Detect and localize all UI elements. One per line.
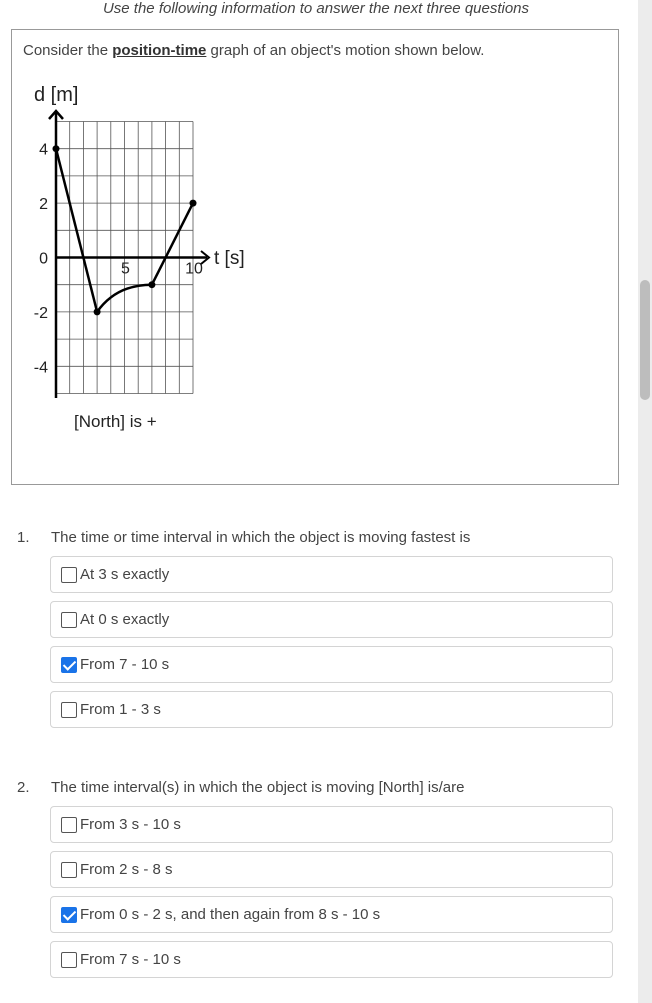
q2-option-2-label: From 2 s - 8 s	[80, 861, 173, 878]
y-tick-label: -4	[33, 359, 48, 377]
q2-option-4[interactable]	[50, 941, 613, 978]
q1-option-4-label: From 1 - 3 s	[80, 701, 161, 718]
q2-option-1[interactable]	[50, 806, 613, 843]
question-1-number: 1.	[17, 529, 30, 546]
q2-option-3-label: From 0 s - 2 s, and then again from 8 s - 10 s	[80, 906, 381, 923]
q2-option-3[interactable]	[50, 896, 613, 933]
q2-option-2-checkbox[interactable]	[61, 862, 77, 878]
y-axis-label: d [m]	[34, 84, 79, 106]
axes	[49, 111, 209, 398]
q1-option-1-label: At 3 s exactly	[80, 566, 170, 583]
q2-option-4-checkbox[interactable]	[61, 952, 77, 968]
direction-annotation: [North] is +	[74, 412, 157, 431]
question-1-text: The time or time interval in which the object is moving fastest is	[51, 529, 471, 546]
x-tick-label: 5	[121, 260, 130, 278]
q1-option-2-checkbox[interactable]	[61, 612, 77, 628]
q1-option-2-label: At 0 s exactly	[80, 611, 170, 628]
q1-option-2[interactable]	[50, 601, 613, 638]
instruction-text: Use the following information to answer the next three questions	[102, 0, 530, 17]
data-point	[190, 200, 197, 207]
q1-option-1-checkbox[interactable]	[61, 567, 77, 583]
y-tick-label: 0	[39, 250, 48, 268]
y-tick-label: 2	[39, 196, 48, 214]
tick-labels	[34, 142, 203, 377]
scrollbar-thumb[interactable]	[640, 280, 650, 400]
info-prefix: Consider the	[23, 42, 113, 59]
position-time-graph	[12, 30, 617, 482]
data-point	[53, 145, 60, 152]
q1-option-3-checkbox[interactable]	[61, 657, 77, 673]
q2-option-2[interactable]	[50, 851, 613, 888]
q1-option-4-checkbox[interactable]	[61, 702, 77, 718]
x-axis-label: t [s]	[214, 248, 245, 269]
x-tick-label: 10	[185, 260, 203, 278]
data-point	[148, 281, 155, 288]
q2-option-4-label: From 7 s - 10 s	[80, 951, 181, 968]
info-keyword: position-time	[112, 42, 207, 59]
question-2-text: The time interval(s) in which the object is moving [North] is/are	[51, 779, 465, 796]
q2-option-1-checkbox[interactable]	[61, 817, 77, 833]
scrollbar[interactable]	[638, 0, 652, 1003]
info-panel	[11, 29, 619, 485]
data-point	[94, 308, 101, 315]
q1-option-3[interactable]	[50, 646, 613, 683]
q2-option-3-checkbox[interactable]	[61, 907, 77, 923]
y-tick-label: -2	[33, 304, 48, 322]
q1-option-3-label: From 7 - 10 s	[80, 656, 170, 673]
y-tick-label: 4	[39, 141, 48, 159]
question-2-number: 2.	[17, 779, 30, 796]
q1-option-4[interactable]	[50, 691, 613, 728]
q2-option-1-label: From 3 s - 10 s	[80, 816, 181, 833]
q1-option-1[interactable]	[50, 556, 613, 593]
info-suffix: graph of an object's motion shown below.	[206, 42, 485, 59]
